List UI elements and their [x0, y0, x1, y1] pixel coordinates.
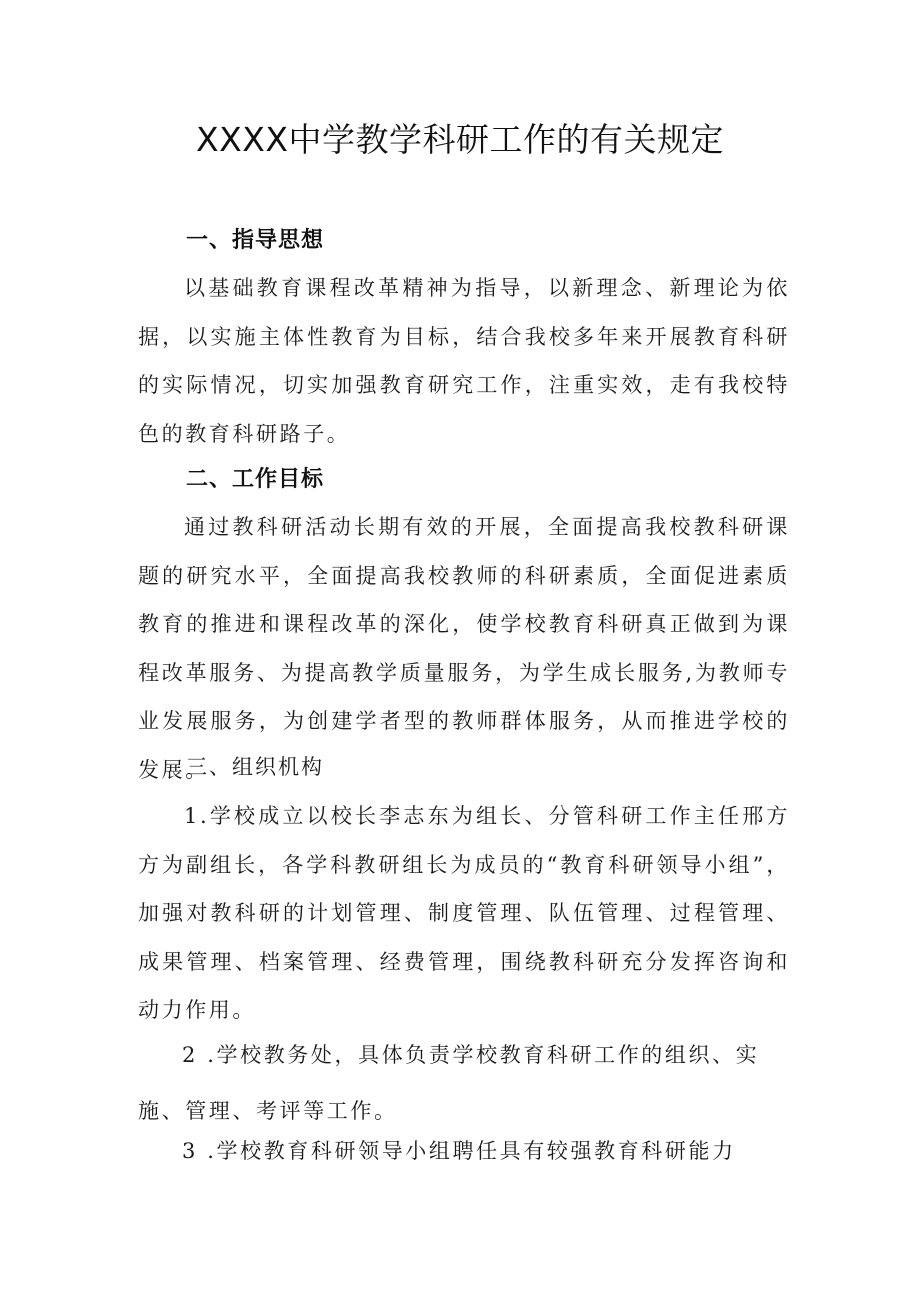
- document-title: XXXX中学教学科研工作的有关规定: [196, 120, 724, 159]
- section-paragraph-guiding-thought: 以基础教育课程改革精神为指导，以新理念、新理论为依据，以实施主体性教育为目标，结合我校多年来开展教育科研的实际情况，切实加强教育研究工作，注重实效，走有我校特色的教育科研路子。: [138, 276, 790, 446]
- section-heading-work-goals: 二、工作目标: [186, 467, 325, 492]
- list-item-organization-2: 2 .学校教务处，具体负责学校教育科研工作的组织、实: [182, 1043, 760, 1067]
- section-paragraph-work-goals: 通过教科研活动长期有效的开展，全面提高我校教科研课题的研究水平，全面提高我校教师的科研素质，全面促进素质教育的推进和课程改革的深化，使学校教育科研真正做到为课程改革服务、为提高教学质量服务，为学生成长服务,为教师专业发展服务，为创建学者型的教师群体服务，从而推进学校的发展。: [138, 515, 790, 782]
- section-heading-organization: 三、组织机构: [186, 755, 324, 779]
- list-item-organization-2-continued: 施、管理、考评等工作。: [138, 1099, 398, 1123]
- section-heading-guiding-thought: 一、指导思想: [186, 228, 325, 253]
- list-item-organization-1: 1.学校成立以校长李志东为组长、分管科研工作主任邢方方为副组长，各学科教研组长为成员的“教育科研领导小组”，加强对教科研的计划管理、制度管理、队伍管理、过程管理、成果管理、档案管理、经费管理，围绕教科研充分发挥咨询和动力作用。: [138, 804, 790, 1022]
- list-item-organization-3: 3 .学校教育科研领导小组聘任具有较强教育科研能力: [182, 1139, 736, 1163]
